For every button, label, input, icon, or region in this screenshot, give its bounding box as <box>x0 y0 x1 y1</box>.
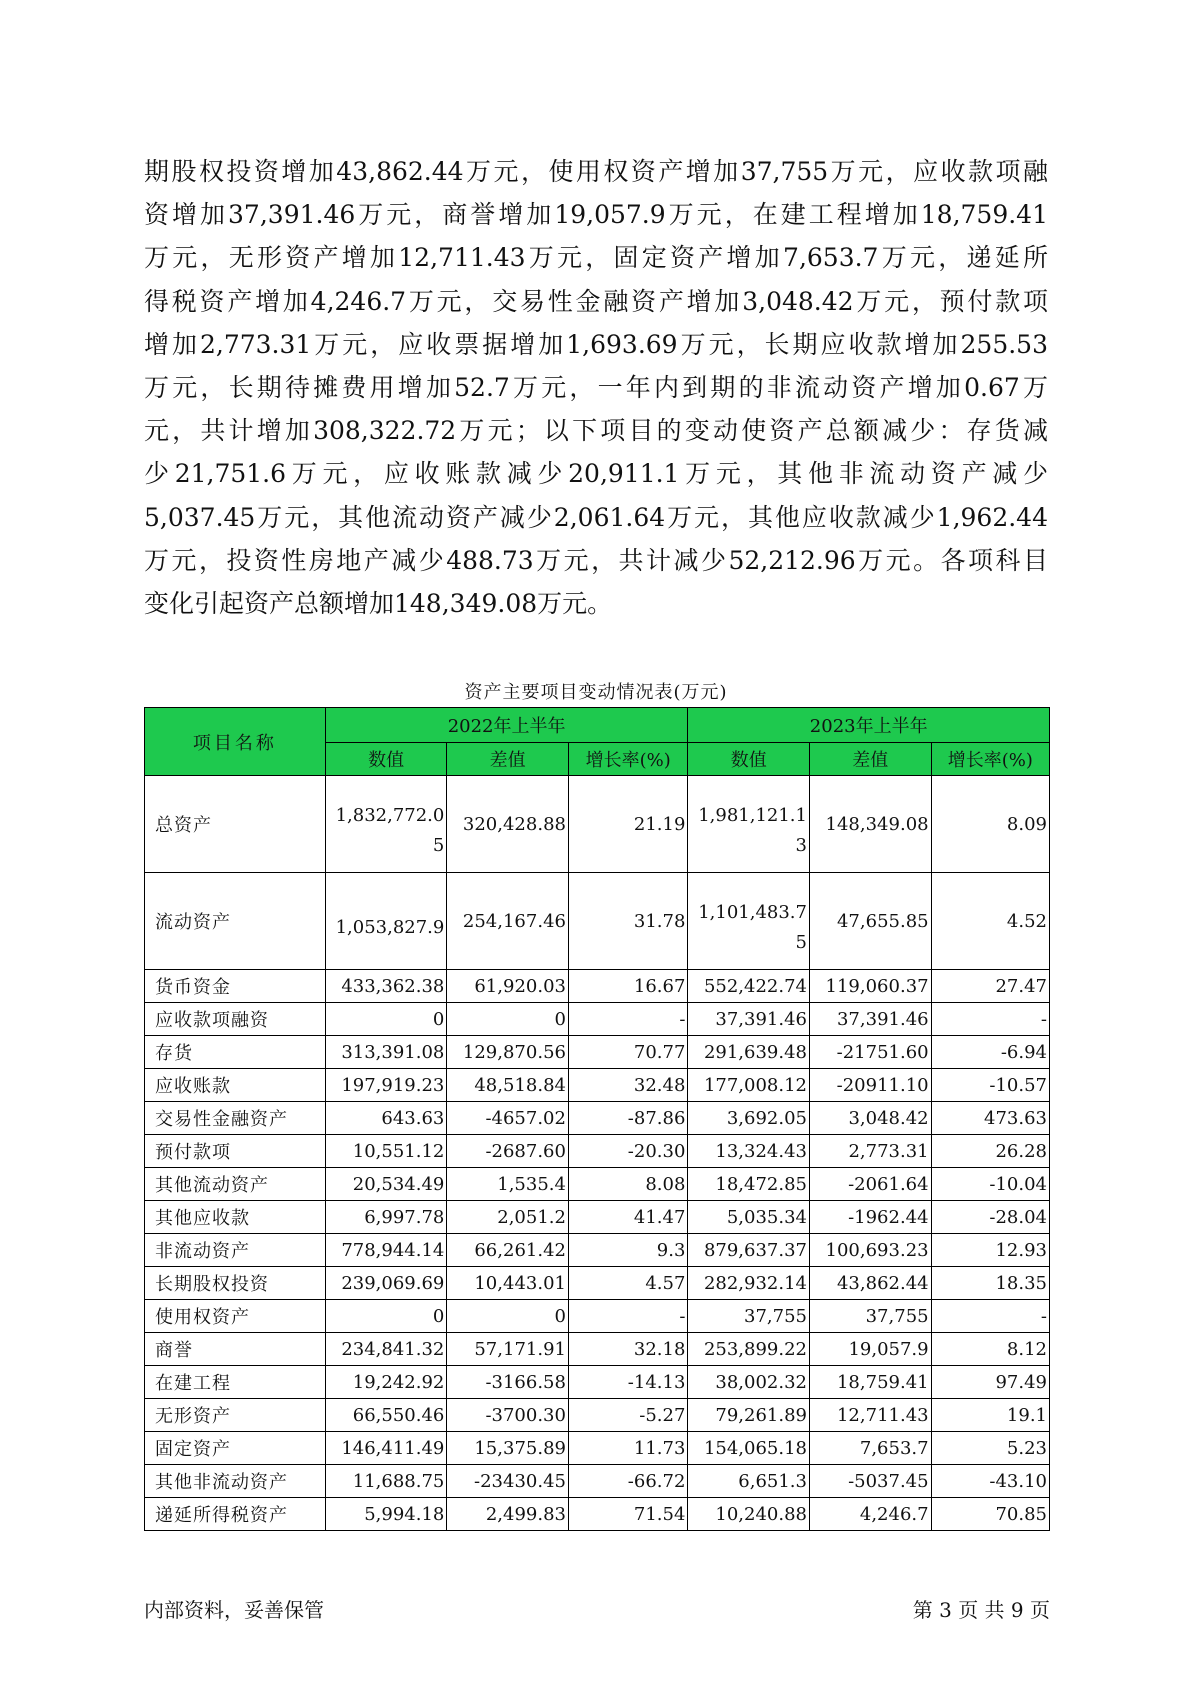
cell-d22: 66,261.42 <box>447 1234 569 1267</box>
table-row <box>145 1399 1050 1432</box>
table-row <box>145 776 1050 873</box>
cell-v22: 313,391.08 <box>325 1036 447 1069</box>
table-row <box>145 1201 1050 1234</box>
cell-r22: 32.18 <box>568 1333 687 1366</box>
cell-v23: 552,422.74 <box>688 970 810 1003</box>
cell-v22: 5,994.18 <box>325 1498 447 1531</box>
cell-v22 <box>325 776 447 873</box>
cell-v22: 197,919.23 <box>325 1069 447 1102</box>
cell-d23: 2,773.31 <box>810 1135 932 1168</box>
cell-v22: 778,944.14 <box>325 1234 447 1267</box>
row-item-name: 长期股权投资 <box>145 1267 326 1300</box>
cell-v23: 177,008.12 <box>688 1069 810 1102</box>
cell-r23: 70.85 <box>931 1498 1049 1531</box>
cell-v22: 6,997.78 <box>325 1201 447 1234</box>
cell-v23: 3,692.05 <box>688 1102 810 1135</box>
cell-d23: 100,693.23 <box>810 1234 932 1267</box>
row-item-name: 总资产 <box>145 776 326 873</box>
body-paragraph <box>144 150 1048 625</box>
cell-v22: 11,688.75 <box>325 1465 447 1498</box>
cell-v23: 291,639.48 <box>688 1036 810 1069</box>
row-item-name: 预付款项 <box>145 1135 326 1168</box>
cell-r22: 70.77 <box>568 1036 687 1069</box>
table-row <box>145 1003 1050 1036</box>
cell-value-text: 1,101,483.75 <box>698 902 807 953</box>
cell-r23: 8.09 <box>931 776 1049 873</box>
cell-value-text: 1,981,121.13 <box>698 805 807 856</box>
row-item-name: 无形资产 <box>145 1399 326 1432</box>
row-item-name: 使用权资产 <box>145 1300 326 1333</box>
cell-r22: -5.27 <box>568 1399 687 1432</box>
cell-d23: 7,653.7 <box>810 1432 932 1465</box>
cell-r23: - <box>931 1003 1049 1036</box>
paragraph-line: 期股权投资增加43,862.44万元，使用权资产增加37,755万元，应收款项融 <box>144 157 1048 186</box>
cell-d22: 0 <box>447 1300 569 1333</box>
cell-r22: -87.86 <box>568 1102 687 1135</box>
cell-v23: 37,391.46 <box>688 1003 810 1036</box>
cell-d23: 12,711.43 <box>810 1399 932 1432</box>
row-item-name: 应收账款 <box>145 1069 326 1102</box>
cell-v22: 239,069.69 <box>325 1267 447 1300</box>
cell-d22: 254,167.46 <box>447 873 569 970</box>
cell-r23: 473.63 <box>931 1102 1049 1135</box>
cell-d22: 57,171.91 <box>447 1333 569 1366</box>
table-row <box>145 1168 1050 1201</box>
table-row <box>145 1432 1050 1465</box>
row-item-name: 流动资产 <box>145 873 326 970</box>
cell-d23: 47,655.85 <box>810 873 932 970</box>
cell-r23: 4.52 <box>931 873 1049 970</box>
cell-v23 <box>688 873 810 970</box>
cell-d23: 18,759.41 <box>810 1366 932 1399</box>
table-row <box>145 970 1050 1003</box>
cell-d23: -5037.45 <box>810 1465 932 1498</box>
table-caption: 资产主要项目变动情况表(万元) <box>464 682 728 703</box>
cell-v22: 146,411.49 <box>325 1432 447 1465</box>
header-period-2023: 2023年上半年 <box>688 708 1050 743</box>
cell-d23: -20911.10 <box>810 1069 932 1102</box>
cell-d23: 119,060.37 <box>810 970 932 1003</box>
row-item-name: 其他非流动资产 <box>145 1465 326 1498</box>
cell-v23 <box>688 776 810 873</box>
cell-d23: 148,349.08 <box>810 776 932 873</box>
cell-v23: 282,932.14 <box>688 1267 810 1300</box>
cell-r23: 18.35 <box>931 1267 1049 1300</box>
table-row <box>145 1366 1050 1399</box>
table-row <box>145 1234 1050 1267</box>
header-diff-2023: 差值 <box>810 743 932 776</box>
row-item-name: 货币资金 <box>145 970 326 1003</box>
row-item-name: 存货 <box>145 1036 326 1069</box>
cell-r23: 27.47 <box>931 970 1049 1003</box>
table-row <box>145 1135 1050 1168</box>
cell-v22: 10,551.12 <box>325 1135 447 1168</box>
cell-r23: -10.57 <box>931 1069 1049 1102</box>
cell-r23: 26.28 <box>931 1135 1049 1168</box>
cell-d23: -21751.60 <box>810 1036 932 1069</box>
paragraph-line: 万元，投资性房地产减少488.73万元，共计减少52,212.96万元。各项科目 <box>144 545 1048 575</box>
paragraph-line: 变化引起资产总额增加148,349.08万元。 <box>144 588 613 618</box>
cell-r23: -43.10 <box>931 1465 1049 1498</box>
cell-v23: 18,472.85 <box>688 1168 810 1201</box>
cell-d22: 48,518.84 <box>447 1069 569 1102</box>
cell-d22: 1,535.4 <box>447 1168 569 1201</box>
cell-d22: -2687.60 <box>447 1135 569 1168</box>
cell-v23: 13,324.43 <box>688 1135 810 1168</box>
cell-d23: -2061.64 <box>810 1168 932 1201</box>
cell-r22: -20.30 <box>568 1135 687 1168</box>
cell-v22: 0 <box>325 1300 447 1333</box>
cell-v22: 66,550.46 <box>325 1399 447 1432</box>
cell-d22: -3700.30 <box>447 1399 569 1432</box>
cell-r22: - <box>568 1003 687 1036</box>
cell-v22: 0 <box>325 1003 447 1036</box>
cell-d23: 37,755 <box>810 1300 932 1333</box>
cell-v22: 643.63 <box>325 1102 447 1135</box>
cell-v22: 433,362.38 <box>325 970 447 1003</box>
cell-r23: 19.1 <box>931 1399 1049 1432</box>
cell-v22: 19,242.92 <box>325 1366 447 1399</box>
cell-d23: 3,048.42 <box>810 1102 932 1135</box>
cell-r22: 11.73 <box>568 1432 687 1465</box>
header-value-2022: 数值 <box>325 743 447 776</box>
cell-v23: 5,035.34 <box>688 1201 810 1234</box>
footer-confidential-note: 内部资料，妥善保管 <box>144 1598 324 1622</box>
cell-v23: 79,261.89 <box>688 1399 810 1432</box>
asset-change-table <box>144 707 1050 1531</box>
table-row <box>145 873 1050 970</box>
cell-d22: -23430.45 <box>447 1465 569 1498</box>
paragraph-line: 万元，无形资产增加12,711.43万元，固定资产增加7,653.7万元，递延所 <box>144 243 1048 273</box>
paragraph-line: 少21,751.6万元，应收账款减少20,911.1万元，其他非流动资产减少 <box>144 459 1048 489</box>
table-row <box>145 1036 1050 1069</box>
cell-r23: 5.23 <box>931 1432 1049 1465</box>
cell-r22: 71.54 <box>568 1498 687 1531</box>
cell-d22: -3166.58 <box>447 1366 569 1399</box>
cell-r22: - <box>568 1300 687 1333</box>
table-row <box>145 1465 1050 1498</box>
cell-r23: 97.49 <box>931 1366 1049 1399</box>
cell-r23: 12.93 <box>931 1234 1049 1267</box>
cell-value-text: 1,053,827.9 <box>335 917 445 938</box>
cell-d23: 19,057.9 <box>810 1333 932 1366</box>
header-period-2022: 2022年上半年 <box>325 708 688 743</box>
row-item-name: 非流动资产 <box>145 1234 326 1267</box>
table-row <box>145 1102 1050 1135</box>
table-row <box>145 1267 1050 1300</box>
cell-v23: 6,651.3 <box>688 1465 810 1498</box>
header-value-2023: 数值 <box>688 743 810 776</box>
cell-r22: -66.72 <box>568 1465 687 1498</box>
cell-r22: 9.3 <box>568 1234 687 1267</box>
cell-r23: -10.04 <box>931 1168 1049 1201</box>
cell-r22: 31.78 <box>568 873 687 970</box>
cell-v23: 37,755 <box>688 1300 810 1333</box>
paragraph-line: 元，共计增加308,322.72万元；以下项目的变动使资产总额减少：存货减 <box>144 416 1048 446</box>
cell-value-text: 1,832,772.05 <box>335 805 445 856</box>
cell-r23: 8.12 <box>931 1333 1049 1366</box>
header-rate-2022: 增长率(%) <box>568 743 687 776</box>
cell-d23: 37,391.46 <box>810 1003 932 1036</box>
table-row <box>145 1300 1050 1333</box>
cell-d23: 4,246.7 <box>810 1498 932 1531</box>
cell-d22: 61,920.03 <box>447 970 569 1003</box>
cell-r23: -6.94 <box>931 1036 1049 1069</box>
cell-r23: -28.04 <box>931 1201 1049 1234</box>
cell-r22: 4.57 <box>568 1267 687 1300</box>
cell-d22: 2,051.2 <box>447 1201 569 1234</box>
header-item-name: 项目名称 <box>145 708 326 776</box>
cell-v22: 234,841.32 <box>325 1333 447 1366</box>
cell-d22: 10,443.01 <box>447 1267 569 1300</box>
cell-d22: 2,499.83 <box>447 1498 569 1531</box>
cell-d22: 15,375.89 <box>447 1432 569 1465</box>
row-item-name: 应收款项融资 <box>145 1003 326 1036</box>
cell-r22: 32.48 <box>568 1069 687 1102</box>
cell-d22: 0 <box>447 1003 569 1036</box>
cell-d22: -4657.02 <box>447 1102 569 1135</box>
cell-v22 <box>325 873 447 970</box>
row-item-name: 其他流动资产 <box>145 1168 326 1201</box>
table-row <box>145 1333 1050 1366</box>
row-item-name: 商誉 <box>145 1333 326 1366</box>
cell-d23: 43,862.44 <box>810 1267 932 1300</box>
cell-d22: 320,428.88 <box>447 776 569 873</box>
cell-d22: 129,870.56 <box>447 1036 569 1069</box>
table-row <box>145 1069 1050 1102</box>
row-item-name: 固定资产 <box>145 1432 326 1465</box>
cell-r22: 21.19 <box>568 776 687 873</box>
cell-r22: 41.47 <box>568 1201 687 1234</box>
cell-r23: - <box>931 1300 1049 1333</box>
row-item-name: 在建工程 <box>145 1366 326 1399</box>
cell-v23: 879,637.37 <box>688 1234 810 1267</box>
cell-v23: 154,065.18 <box>688 1432 810 1465</box>
table-row <box>145 1498 1050 1531</box>
row-item-name: 其他应收款 <box>145 1201 326 1234</box>
paragraph-line: 万元，长期待摊费用增加52.7万元，一年内到期的非流动资产增加0.67万 <box>144 372 1048 402</box>
paragraph-line: 增加2,773.31万元，应收票据增加1,693.69万元，长期应收款增加255.53 <box>144 329 1048 359</box>
header-diff-2022: 差值 <box>447 743 569 776</box>
header-rate-2023: 增长率(%) <box>931 743 1049 776</box>
cell-r22: 16.67 <box>568 970 687 1003</box>
cell-r22: 8.08 <box>568 1168 687 1201</box>
cell-v22: 20,534.49 <box>325 1168 447 1201</box>
cell-v23: 10,240.88 <box>688 1498 810 1531</box>
cell-v23: 38,002.32 <box>688 1366 810 1399</box>
cell-r22: -14.13 <box>568 1366 687 1399</box>
cell-v23: 253,899.22 <box>688 1333 810 1366</box>
row-item-name: 递延所得税资产 <box>145 1498 326 1531</box>
row-item-name: 交易性金融资产 <box>145 1102 326 1135</box>
paragraph-line: 得税资产增加4,246.7万元，交易性金融资产增加3,048.42万元，预付款项 <box>144 286 1048 316</box>
cell-d23: -1962.44 <box>810 1201 932 1234</box>
paragraph-line: 资增加37,391.46万元，商誉增加19,057.9万元，在建工程增加18,759.41 <box>144 200 1048 230</box>
footer-page-number: 第 3 页 共 9 页 <box>912 1598 1050 1622</box>
paragraph-line: 5,037.45万元，其他流动资产减少2,061.64万元，其他应收款减少1,962.44 <box>144 502 1048 532</box>
